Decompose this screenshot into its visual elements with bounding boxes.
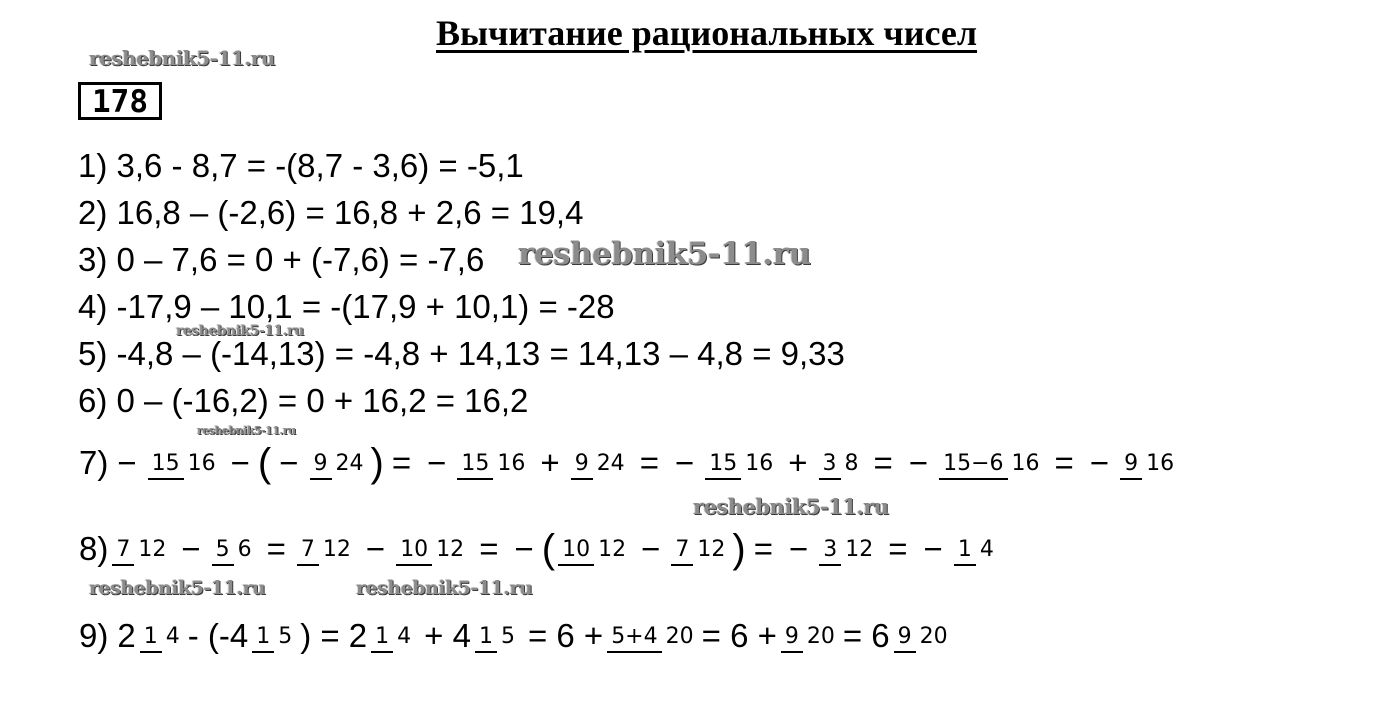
numerator: 15−6 [939, 451, 1007, 480]
denominator: 16 [1146, 450, 1175, 476]
plus-sign: + [788, 444, 808, 481]
numerator: 1 [140, 624, 162, 653]
watermark: reshebnik5-11.ru [89, 577, 266, 599]
equals-sign: = [1054, 444, 1074, 481]
minus-sign: − [181, 530, 201, 567]
right-paren: ) [732, 527, 746, 571]
fraction [371, 624, 415, 649]
minus-sign: − [923, 530, 943, 567]
denominator: 20 [806, 623, 835, 649]
denominator: 12 [697, 536, 726, 562]
minus-sign: − [641, 530, 661, 567]
denominator: 16 [497, 450, 526, 476]
numerator: 1 [252, 624, 274, 653]
numerator: 9 [310, 451, 332, 480]
numerator: 5 [212, 537, 234, 566]
equals-sign: = [873, 444, 893, 481]
minus-sign: − [1089, 444, 1110, 481]
denominator: 12 [322, 536, 351, 562]
denominator: 24 [596, 450, 625, 476]
expression-part: = 6 + [701, 617, 777, 654]
numerator: 9 [781, 624, 803, 653]
solution-line-8 [78, 514, 1001, 584]
numerator: 7 [297, 537, 319, 566]
denominator: 16 [1011, 450, 1040, 476]
numerator: 7 [671, 537, 693, 566]
minus-sign: − [279, 444, 299, 481]
solution-line-6: 6) 0 – (-16,2) = 0 + 16,2 = 16,2 [78, 382, 529, 419]
numerator: 10 [558, 537, 594, 566]
denominator: 4 [397, 623, 412, 649]
numerator: 10 [396, 537, 432, 566]
watermark: reshebnik5-11.ru [89, 46, 275, 70]
denominator: 12 [436, 536, 465, 562]
fraction [954, 537, 998, 562]
fraction [252, 624, 296, 649]
solution-line-7 [78, 428, 1181, 498]
numerator: 9 [571, 451, 593, 480]
fraction [112, 537, 170, 562]
solution-line-4: 4) -17,9 – 10,1 = -(17,9 + 10,1) = -28 [78, 288, 615, 325]
fraction [558, 537, 630, 562]
fraction [894, 624, 952, 649]
solution-line-3: 3) 0 – 7,6 = 0 + (-7,6) = -7,6 [78, 241, 485, 278]
fraction [939, 451, 1043, 476]
minus-sign: − [427, 444, 447, 481]
solution-line-5: 5) -4,8 – (-14,13) = -4,8 + 14,13 = 14,13 – 4,8 = 9,33 [78, 335, 845, 372]
fraction [140, 624, 184, 649]
minus-sign: − [674, 444, 695, 481]
minus-sign: − [117, 444, 137, 481]
fraction [1120, 451, 1178, 476]
fraction [396, 537, 468, 562]
right-paren: ) [370, 441, 384, 485]
page-title: Вычитание рациональных чисел [436, 13, 978, 53]
numerator: 15 [705, 451, 741, 480]
watermark: reshebnik5-11.ru [356, 577, 533, 599]
equals-sign: = [753, 530, 773, 567]
watermark: reshebnik5-11.ru [197, 424, 296, 437]
numerator: 1 [371, 624, 393, 653]
left-paren: ( [257, 441, 272, 485]
denominator: 20 [665, 623, 694, 649]
minus-sign: − [908, 444, 929, 481]
plus-sign: + [540, 444, 560, 481]
expression-part: ) = 2 [300, 617, 368, 654]
watermark: reshebnik5-11.ru [518, 236, 811, 272]
numerator: 1 [954, 537, 976, 566]
equals-sign: = [266, 530, 286, 567]
fraction [705, 451, 777, 476]
fraction [457, 451, 529, 476]
fraction [571, 451, 629, 476]
fraction [819, 451, 863, 476]
whole-part: 2 [117, 617, 136, 654]
denominator: 4 [165, 623, 180, 649]
expression-part: + 4 [424, 617, 471, 654]
minus-sign: − [365, 530, 386, 567]
equals-sign: = [479, 530, 499, 567]
fraction [212, 537, 256, 562]
denominator: 12 [138, 536, 167, 562]
numerator: 15 [148, 451, 184, 480]
denominator: 8 [844, 450, 859, 476]
numerator: 9 [894, 624, 916, 653]
fraction [310, 451, 368, 476]
minus-sign: − [788, 530, 809, 567]
fraction [671, 537, 729, 562]
line-label: 8) [79, 530, 109, 567]
fraction [297, 537, 355, 562]
solution-line-1: 1) 3,6 - 8,7 = -(8,7 - 3,6) = -5,1 [78, 147, 524, 184]
numerator: 3 [819, 537, 841, 566]
left-paren: ( [541, 527, 556, 571]
expression-part: = 6 [842, 617, 890, 654]
denominator: 16 [187, 450, 216, 476]
numerator: 1 [475, 624, 497, 653]
denominator: 5 [500, 623, 515, 649]
minus-sign: − [230, 444, 250, 481]
equals-sign: = [639, 444, 659, 481]
denominator: 16 [745, 450, 774, 476]
denominator: 24 [335, 450, 364, 476]
fraction [781, 624, 839, 649]
fraction [148, 451, 220, 476]
numerator: 5+4 [607, 624, 661, 653]
expression-part: = 6 + [527, 617, 604, 654]
line-label: 7) [79, 444, 109, 481]
denominator: 6 [237, 536, 252, 562]
denominator: 4 [979, 536, 994, 562]
watermark: reshebnik5-11.ru [693, 494, 889, 519]
denominator: 12 [598, 536, 627, 562]
task-number: 178 [78, 82, 162, 120]
fraction [475, 624, 519, 649]
denominator: 12 [845, 536, 874, 562]
numerator: 3 [819, 451, 841, 480]
numerator: 7 [112, 537, 134, 566]
numerator: 15 [457, 451, 493, 480]
fraction [607, 624, 697, 649]
denominator: 5 [278, 623, 293, 649]
fraction [819, 537, 877, 562]
denominator: 20 [919, 623, 948, 649]
solution-line-9 [78, 601, 955, 671]
line-label: 9) [79, 617, 109, 654]
equals-sign: = [888, 530, 908, 567]
watermark: reshebnik5-11.ru [176, 323, 304, 339]
solution-line-2: 2) 16,8 – (-2,6) = 16,8 + 2,6 = 19,4 [78, 194, 584, 231]
equals-sign: = [391, 444, 412, 481]
minus-sign: − [514, 530, 534, 567]
numerator: 9 [1120, 451, 1142, 480]
expression-part: - (-4 [187, 617, 249, 654]
